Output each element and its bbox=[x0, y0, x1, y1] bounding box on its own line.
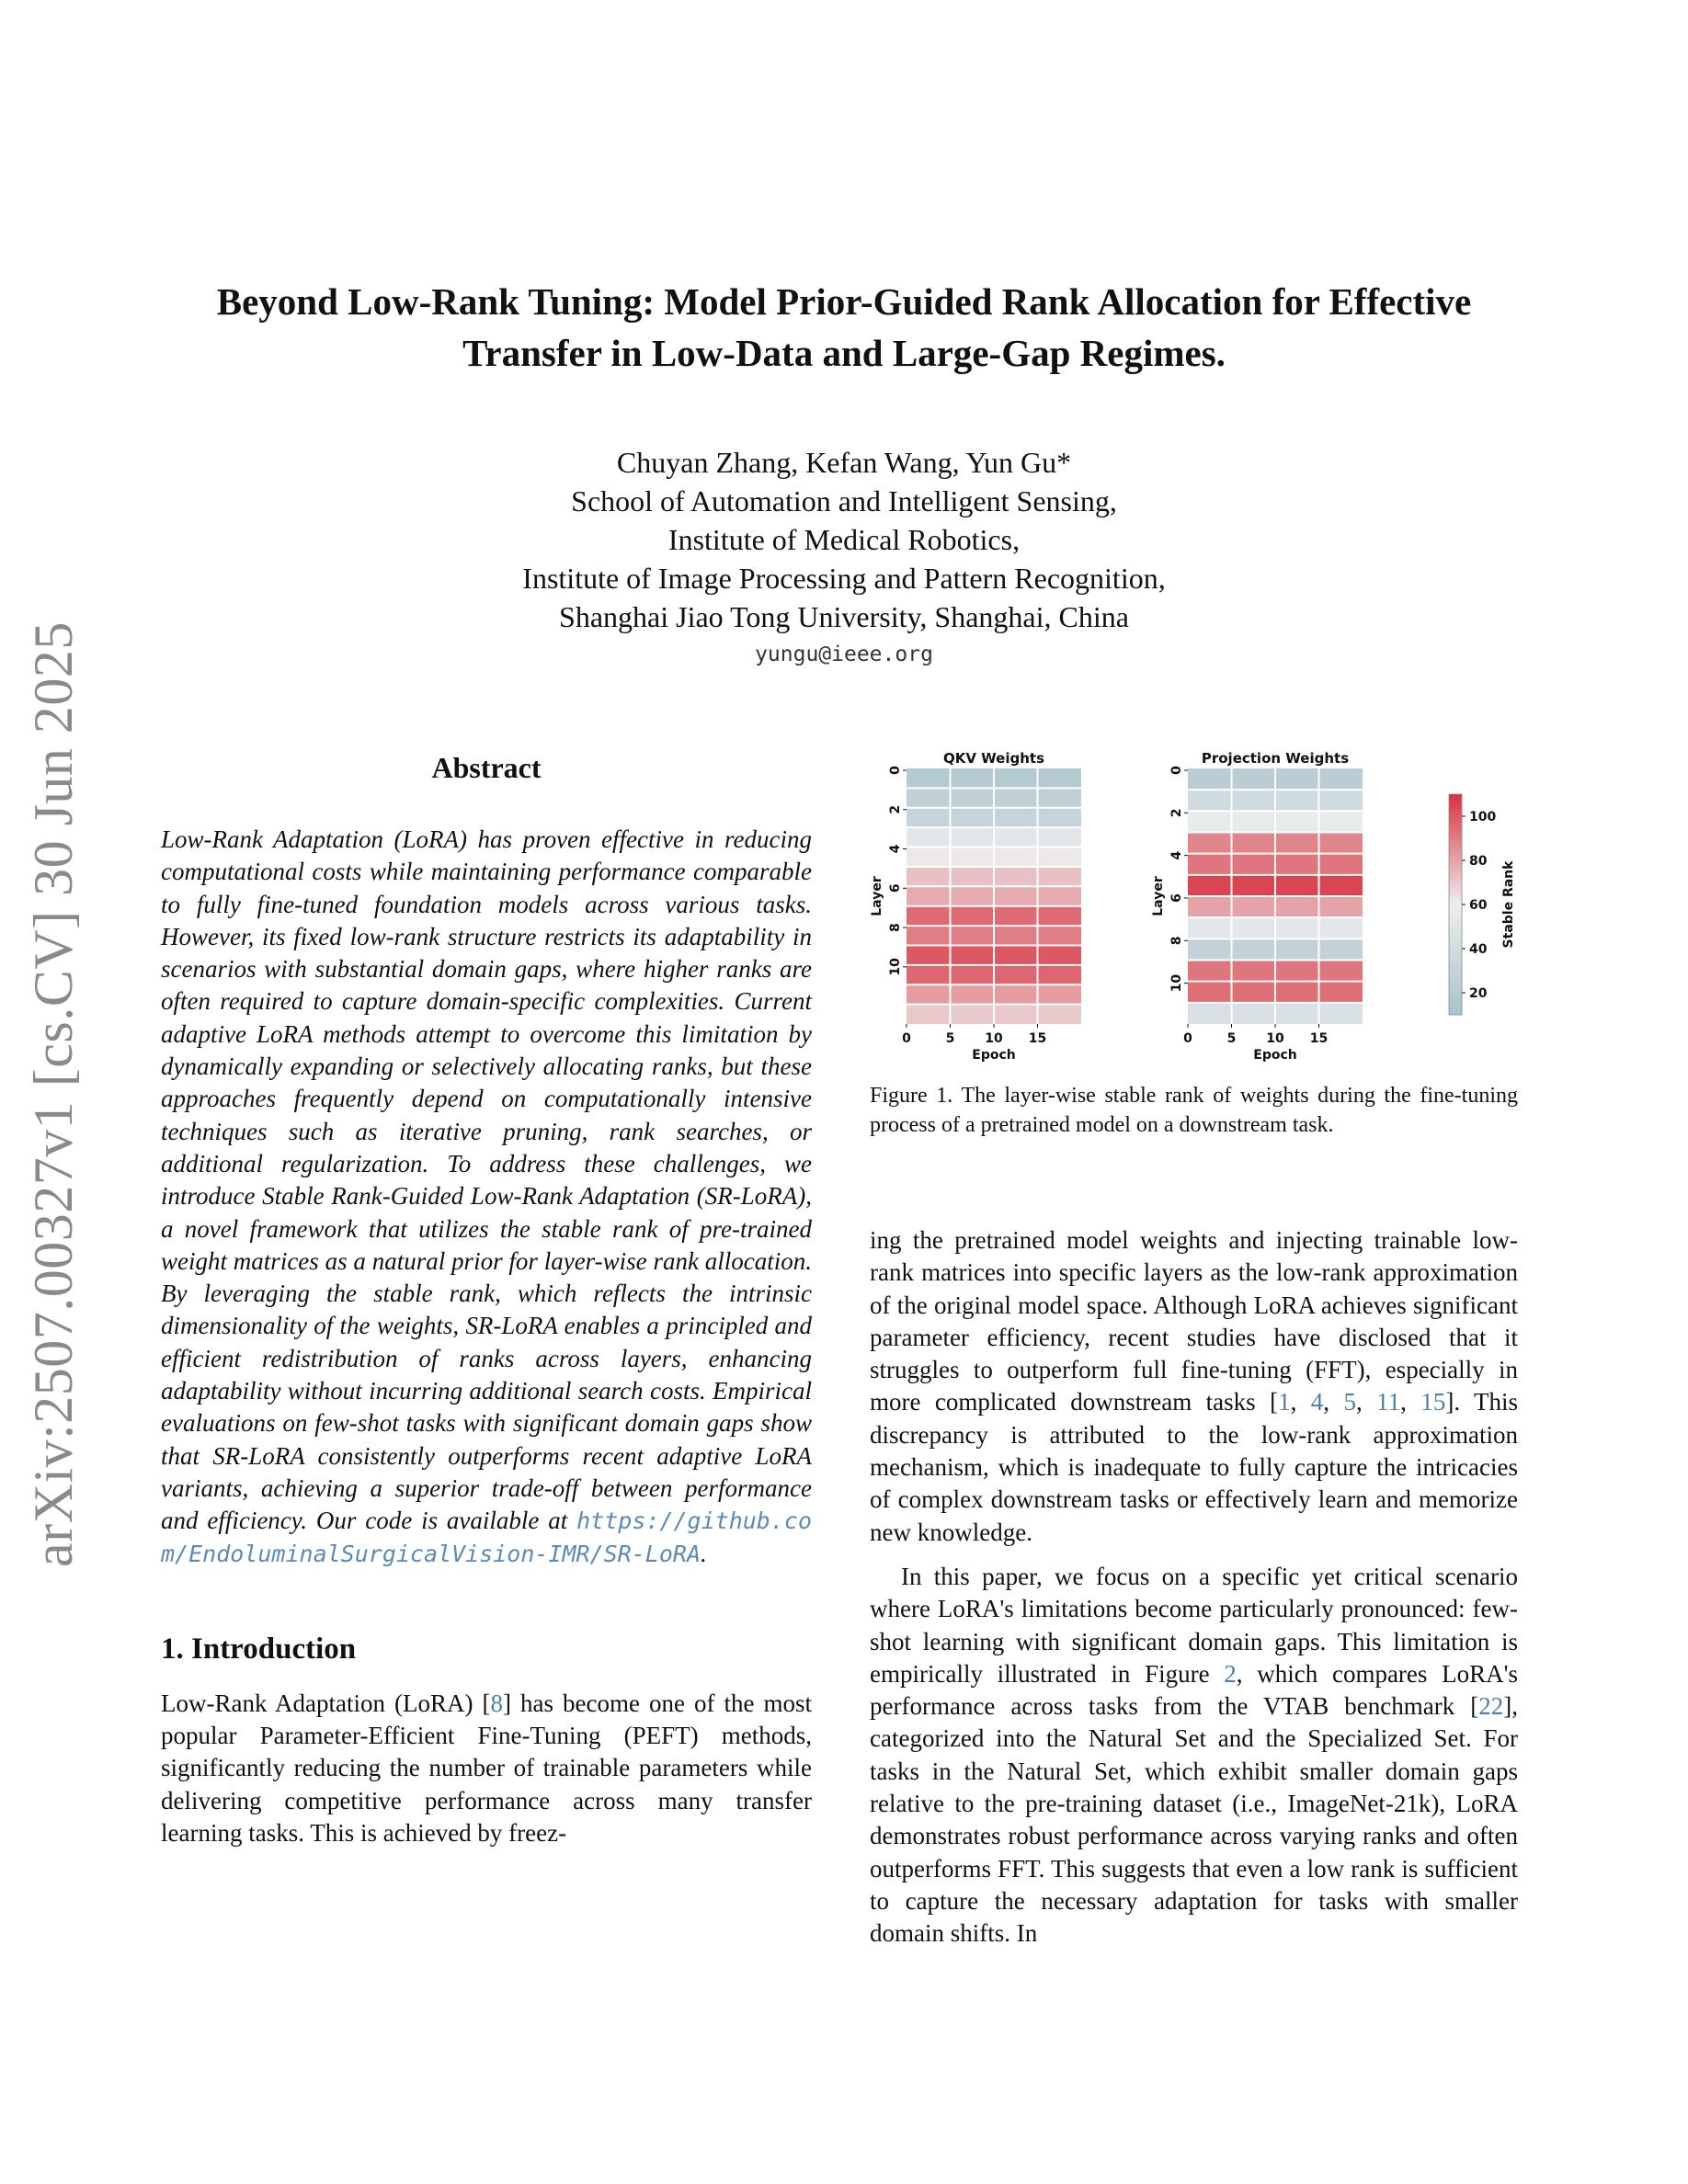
abstract-text bbox=[161, 824, 812, 1570]
arxiv-identifier-stamp: arXiv:2507.00327v1 [cs.CV] 30 Jun 2025 bbox=[23, 621, 84, 1567]
x-tick-label: 15 bbox=[1309, 1031, 1329, 1046]
introduction-paragraph bbox=[161, 1688, 812, 1849]
y-tick-label: 4 bbox=[1169, 850, 1184, 860]
abstract-body: Low-Rank Adaptation (LoRA) has proven effective in reducing computational costs while maintaining performance comparable to fully fine-tuned foundation models across various tasks. However, its fixed low-rank structure restricts its adaptability in scenarios with substantial domain gaps, where higher ranks are often required to capture domain-specific complexities. Current adaptive LoRA methods attempt to overcome this limitation by dynamically expanding or selectively allocating ranks, but these approaches frequently depend on computationally intensive techniques such as iterative pruning, rank searches, or additional regularization. To address these challenges, we introduce Stable Rank-Guided Low-Rank Adaptation (SR-LoRA), a novel framework that utilizes the stable rank of pre-trained weight matrices as a natural prior for layer-wise rank allocation. By leveraging the stable rank, which reflects the intrinsic dimensionality of the weights, SR-LoRA enables a principled and efficient redistribution of ranks across layers, enhancing adaptability without incurring additional search costs. Empirical evaluations on few-shot tasks with significant domain gaps show that SR-LoRA consistently outperforms recent adaptive LoRA variants, achieving a superior trade-off between performance and efficiency. Our code is available at bbox=[161, 825, 812, 1535]
intro-text-b: ] has become one of the most popular Parameter-Efficient Fine-Tuning (PEFT) methods, significantly reducing the number of trainable parameters while delivering competitive performance across many transfer learning tasks. This is achieved by freez- bbox=[161, 1689, 812, 1848]
citation-separator: , bbox=[1400, 1388, 1421, 1416]
y-tick-label: 0 bbox=[888, 766, 903, 775]
right-paragraph-2 bbox=[870, 1561, 1518, 1951]
colorbar-tick-label: 100 bbox=[1469, 810, 1497, 825]
y-tick-label: 10 bbox=[888, 958, 903, 976]
x-tick-label: 10 bbox=[1266, 1031, 1284, 1046]
author-names: Chuyan Zhang, Kefan Wang, Yun Gu* bbox=[616, 446, 1072, 479]
title-line-2: Transfer in Low-Data and Large-Gap Regimes. bbox=[462, 332, 1226, 374]
colorbar-tick-label: 60 bbox=[1469, 898, 1488, 913]
abstract-heading: Abstract bbox=[431, 751, 542, 784]
right-column-text bbox=[870, 1224, 1518, 1951]
y-tick-label: 0 bbox=[1169, 766, 1184, 775]
heatmap-title: QKV Weights bbox=[942, 750, 1045, 767]
affiliation-line-2: Institute of Medical Robotics, bbox=[667, 523, 1021, 556]
abstract-end: . bbox=[701, 1539, 707, 1567]
citation-link[interactable]: 15 bbox=[1420, 1388, 1446, 1416]
figure-reference-link[interactable]: 2 bbox=[1224, 1659, 1237, 1688]
left-column bbox=[161, 746, 812, 1849]
code-repository-link[interactable]: https://github.com/EndoluminalSurgicalVision-IMR/SR-LoRA bbox=[161, 1507, 812, 1567]
citation-separator: , bbox=[1323, 1388, 1344, 1416]
citation-link[interactable]: 1 bbox=[1278, 1388, 1291, 1416]
y-tick-label: 6 bbox=[888, 883, 903, 893]
citation-separator: , bbox=[1355, 1388, 1377, 1416]
citation-link[interactable]: 22 bbox=[1478, 1692, 1504, 1721]
title-line-1: Beyond Low-Rank Tuning: Model Prior-Guided Rank Allocation for Effective bbox=[216, 280, 1472, 323]
y-tick-label: 2 bbox=[1169, 808, 1184, 818]
author-email[interactable]: yungu@ieee.org bbox=[755, 643, 933, 666]
citation-link[interactable]: 5 bbox=[1343, 1388, 1356, 1416]
y-axis-label: Layer bbox=[1151, 876, 1166, 916]
x-tick-label: 15 bbox=[1028, 1031, 1047, 1046]
colorbar bbox=[1449, 794, 1462, 1015]
figure-1 bbox=[870, 746, 1518, 1068]
y-tick-label: 6 bbox=[1169, 893, 1184, 903]
x-tick-label: 5 bbox=[945, 1031, 955, 1046]
affiliation-line-3: Institute of Image Processing and Pattern Recognition, bbox=[522, 562, 1166, 595]
x-tick-label: 10 bbox=[985, 1031, 1003, 1046]
right-column-figure-area bbox=[870, 746, 1518, 1140]
intro-text-a: Low-Rank Adaptation (LoRA) [ bbox=[161, 1689, 491, 1717]
figure-1-caption: Figure 1. The layer-wise stable rank of weights during the fine-tuning process of a pretrained model on a downstream task. bbox=[870, 1084, 1518, 1137]
right-p1-text-b: ]. This discrepancy is attributed to the low-rank approximation mechanism, which is inadequate to fully capture the intricacies of complex downstream tasks or effectively learn and memorize new knowledge. bbox=[870, 1388, 1519, 1546]
citation-separator: , bbox=[1290, 1388, 1311, 1416]
right-p1-text-a: ing the pretrained model weights and injecting trainable low-rank matrices into specific layers as the low-rank approximation of the original model space. Although LoRA achieves significant parameter efficiency, recent studies have disclosed that it struggles to outperform full fine-tuning (FFT), especially in more complicated downstream tasks [ bbox=[870, 1226, 1518, 1416]
stable-rank-heatmap-figure bbox=[870, 746, 1518, 1068]
x-axis-label: Epoch bbox=[1253, 1048, 1297, 1063]
y-tick-label: 8 bbox=[1169, 936, 1184, 946]
right-p2-text-b: , which compares LoRA's performance across tasks from the VTAB benchmark [ bbox=[870, 1659, 1519, 1721]
colorbar-tick-label: 80 bbox=[1469, 854, 1488, 869]
heatmap-panel bbox=[870, 750, 1081, 1063]
citation-link[interactable]: 8 bbox=[490, 1689, 503, 1717]
introduction-heading: 1. Introduction bbox=[161, 1632, 357, 1666]
colorbar-label: Stable Rank bbox=[1501, 860, 1516, 949]
y-tick-label: 8 bbox=[888, 923, 903, 932]
citation-link[interactable]: 11 bbox=[1376, 1388, 1401, 1416]
x-axis-label: Epoch bbox=[972, 1048, 1016, 1063]
y-tick-label: 2 bbox=[888, 804, 903, 814]
y-axis-label: Layer bbox=[870, 876, 884, 916]
x-tick-label: 0 bbox=[902, 1031, 911, 1046]
y-tick-label: 4 bbox=[888, 844, 903, 854]
colorbar-tick-label: 20 bbox=[1469, 986, 1488, 1001]
x-tick-label: 5 bbox=[1226, 1031, 1237, 1046]
citation-link[interactable]: 4 bbox=[1310, 1388, 1324, 1416]
right-paragraph-1 bbox=[870, 1224, 1518, 1549]
author-block bbox=[276, 443, 1412, 671]
right-p2-text-c: ], categorized into the Natural Set and the Specialized Set. For tasks in the Natural Set, which exhibit smaller domain gaps relative to the pre-training dataset (i.e., ImageNet-21k), LoRA demonstrates robust performance across varying ranks and often outperforms FFT. This suggests that even a low rank is sufficient to capture the necessary adaptation for tasks with smaller domain shifts. In bbox=[870, 1692, 1518, 1948]
affiliation-line-4: Shanghai Jiao Tong University, Shanghai, China bbox=[559, 600, 1129, 633]
affiliation-line-1: School of Automation and Intelligent Sensing, bbox=[571, 484, 1117, 518]
right-p2-text-a: In this paper, we focus on a specific yet critical scenario where LoRA's limitations become particularly pronounced: few-shot learning with significant domain gaps. This limitation is empirically illustrated in Figure bbox=[870, 1562, 1518, 1688]
x-tick-label: 0 bbox=[1183, 1031, 1192, 1046]
y-tick-label: 10 bbox=[1169, 973, 1184, 993]
heatmap-title: Projection Weights bbox=[1201, 750, 1350, 767]
paper-title bbox=[138, 276, 1550, 379]
heatmap-panel bbox=[1151, 750, 1363, 1063]
colorbar-tick-label: 40 bbox=[1469, 942, 1488, 957]
